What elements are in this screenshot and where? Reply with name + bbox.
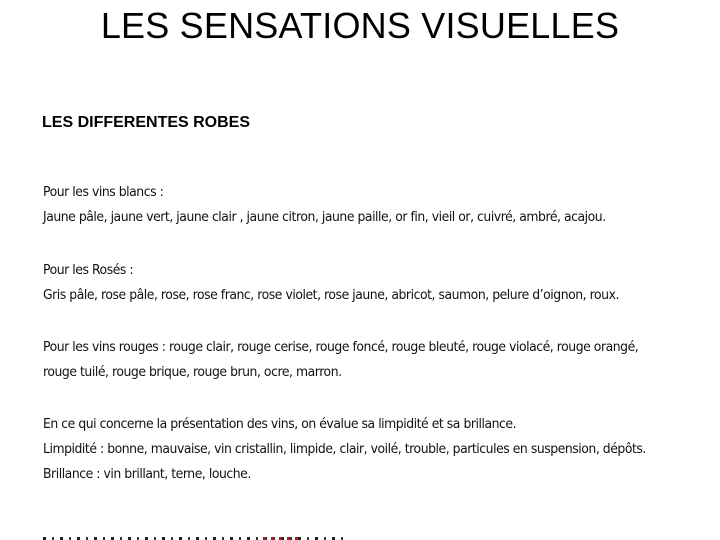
red-wines-line-2: rouge tuilé, rouge brique, rouge brun, ocre, marron. — [43, 364, 342, 380]
white-wines-heading: Pour les vins blancs : — [43, 184, 164, 200]
rose-wines-heading: Pour les Rosés : — [43, 262, 134, 278]
white-wines-list: Jaune pâle, jaune vert, jaune clair , jaune citron, jaune paille, or fin, vieil or, cuivré, ambré, acajou. — [43, 209, 606, 225]
section-heading: LES DIFFERENTES ROBES — [42, 114, 251, 131]
brilliance-line: Brillance : vin brillant, terne, louche. — [43, 466, 251, 482]
presentation-line: En ce qui concerne la présentation des vins, on évalue sa limpidité et sa brillance. — [43, 416, 517, 432]
slide-title: LES SENSATIONS VISUELLES — [100, 5, 620, 46]
red-wines-line-1: Pour les vins rouges : rouge clair, rouge cerise, rouge foncé, rouge bleuté, rouge violacé, rouge orangé, — [43, 339, 639, 355]
limpidity-line: Limpidité : bonne, mauvaise, vin cristallin, limpide, clair, voilé, trouble, particules en suspension, dépôts. — [43, 441, 646, 457]
rose-wines-list: Gris pâle, rose pâle, rose, rose franc, rose violet, rose jaune, abricot, saumon, pelure d’oignon, roux. — [43, 287, 619, 303]
cut-off-text-line — [43, 533, 343, 540]
wine-robes-text — [43, 180, 703, 487]
